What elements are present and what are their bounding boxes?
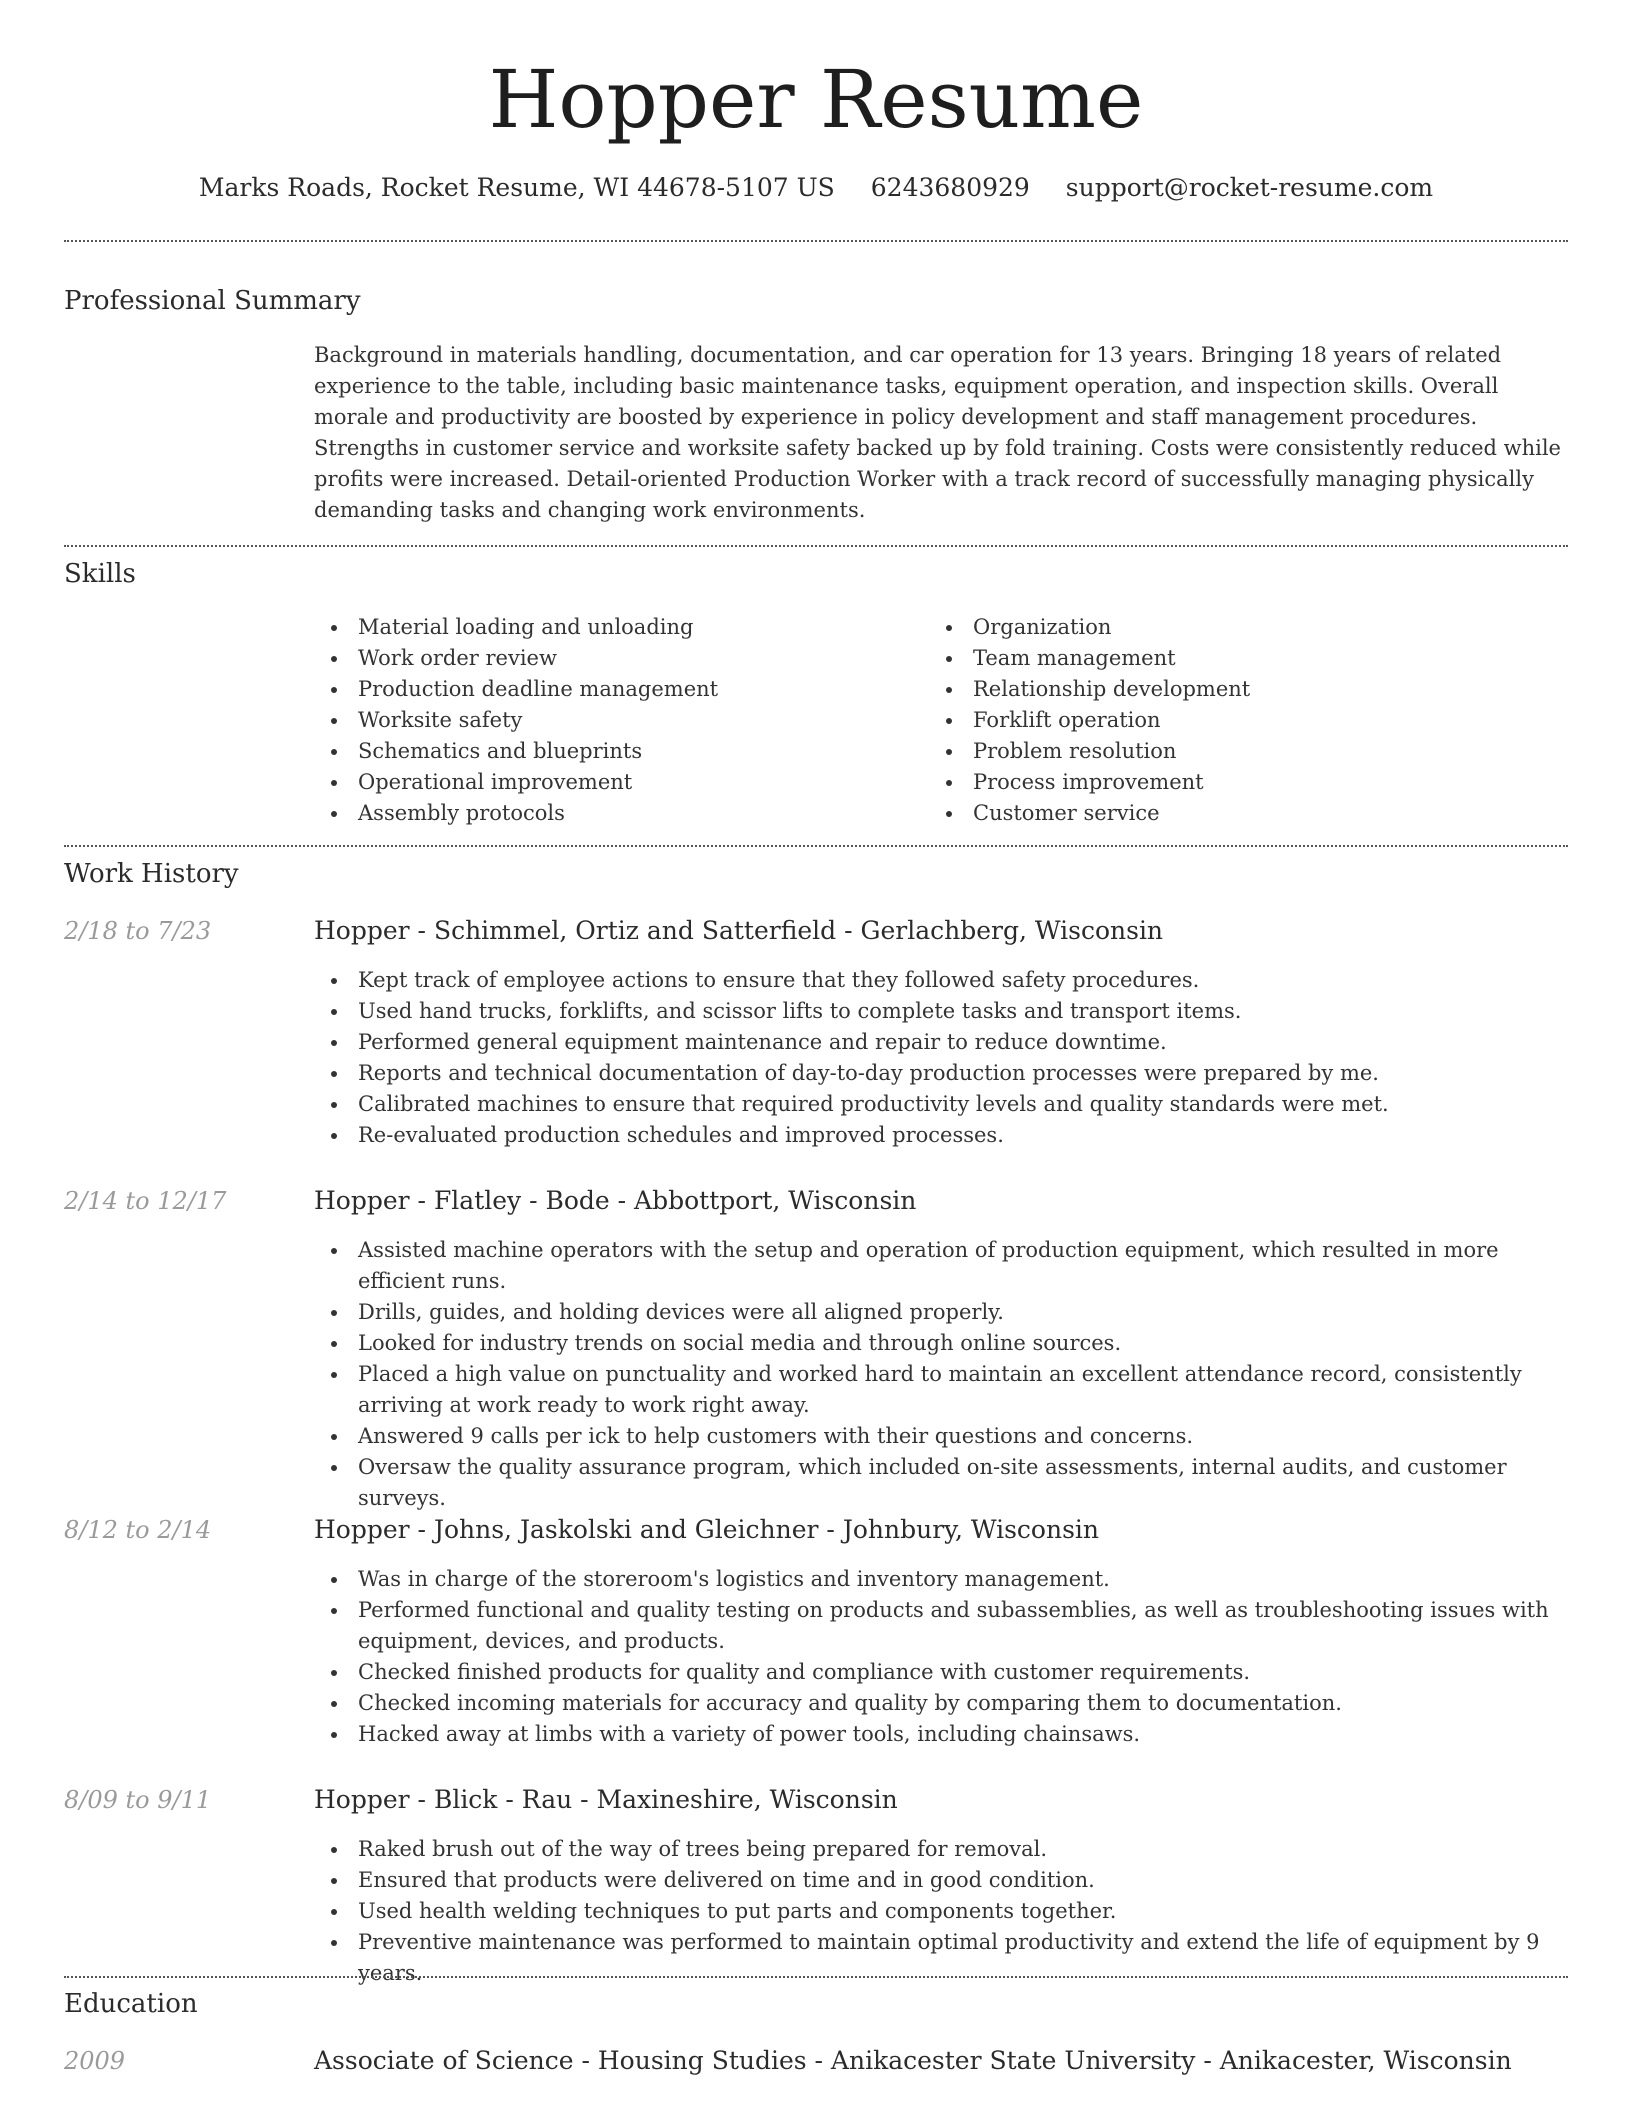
- divider: [64, 845, 1568, 847]
- skill-item: Team management: [929, 643, 1250, 674]
- job-bullet: Assisted machine operators with the setup and operation of production equipment, which resulted in more efficient runs.: [314, 1235, 1568, 1297]
- job-bullet: Looked for industry trends on social media and through online sources.: [314, 1328, 1568, 1359]
- skills-list-left: [314, 612, 718, 829]
- skill-item: Worksite safety: [314, 705, 718, 736]
- job-bullet: Performed general equipment maintenance and repair to reduce downtime.: [314, 1027, 1568, 1058]
- skill-item: Customer service: [929, 798, 1250, 829]
- education-degree: Associate of Science - Housing Studies - Anikacester State University - Anikacester, Wisconsin: [314, 2046, 1512, 2075]
- job-title: Hopper - Flatley - Bode - Abbottport, Wisconsin: [314, 1186, 917, 1215]
- job-title: Hopper - Blick - Rau - Maxineshire, Wisconsin: [314, 1785, 898, 1814]
- job-bullet: Used health welding techniques to put parts and components together.: [314, 1896, 1568, 1927]
- education-date: 2009: [64, 2047, 126, 2075]
- divider: [64, 240, 1568, 242]
- job-bullet: Performed functional and quality testing on products and subassemblies, as well as troubleshooting issues with equipment, devices, and products.: [314, 1595, 1568, 1657]
- skill-item: Organization: [929, 612, 1250, 643]
- job-bullet: Placed a high value on punctuality and worked hard to maintain an excellent attendance record, consistently arriving at work ready to work right away.: [314, 1359, 1568, 1421]
- skill-item: Operational improvement: [314, 767, 718, 798]
- section-title-summary: Professional Summary: [64, 286, 361, 316]
- job-bullet: Re-evaluated production schedules and improved processes.: [314, 1120, 1568, 1151]
- section-title-education: Education: [64, 1989, 198, 2019]
- contact-email: support@rocket-resume.com: [1065, 173, 1434, 202]
- job-bullet: Ensured that products were delivered on time and in good condition.: [314, 1865, 1568, 1896]
- job-bullets: [314, 1834, 1568, 1989]
- skill-item: Production deadline management: [314, 674, 718, 705]
- skills-list-right: [929, 612, 1250, 829]
- job-date: 2/14 to 12/17: [64, 1187, 227, 1215]
- section-title-skills: Skills: [64, 559, 136, 589]
- job-date: 8/09 to 9/11: [64, 1786, 212, 1814]
- skill-item: Assembly protocols: [314, 798, 718, 829]
- contact-address: Marks Roads, Rocket Resume, WI 44678-5107 US: [198, 173, 835, 202]
- section-title-work: Work History: [64, 859, 239, 889]
- skill-item: Process improvement: [929, 767, 1250, 798]
- job-bullet: Kept track of employee actions to ensure that they followed safety procedures.: [314, 965, 1568, 996]
- job-bullet: Oversaw the quality assurance program, which included on-site assessments, internal audits, and customer surveys.: [314, 1452, 1568, 1514]
- contact-phone: 6243680929: [870, 173, 1030, 202]
- job-bullet: Reports and technical documentation of day-to-day production processes were prepared by me.: [314, 1058, 1568, 1089]
- job-title: Hopper - Schimmel, Ortiz and Satterfield - Gerlachberg, Wisconsin: [314, 916, 1164, 945]
- job-bullet: Drills, guides, and holding devices were all aligned properly.: [314, 1297, 1568, 1328]
- job-bullet: Calibrated machines to ensure that required productivity levels and quality standards were met.: [314, 1089, 1568, 1120]
- contact-line: [0, 170, 1632, 206]
- job-bullets: [314, 965, 1568, 1151]
- job-bullet: Was in charge of the storeroom's logistics and inventory management.: [314, 1564, 1568, 1595]
- divider: [64, 545, 1568, 547]
- skill-item: Material loading and unloading: [314, 612, 718, 643]
- job-bullet: Preventive maintenance was performed to maintain optimal productivity and extend the life of equipment by 9 years.: [314, 1927, 1568, 1989]
- summary-text: Background in materials handling, documentation, and car operation for 13 years. Bringing 18 years of related experience to the table, including basic maintenance tasks, equipment operation, and inspection skills. Overall morale and productivity are boosted by experience in policy development and staff management procedures. Strengths in customer service and worksite safety backed up by fold training. Costs were consistently reduced while profits were increased. Detail-oriented Production Worker with a track record of successfully managing physically demanding tasks and changing work environments.: [314, 343, 1561, 522]
- job-bullet: Checked finished products for quality and compliance with customer requirements.: [314, 1657, 1568, 1688]
- skill-item: Problem resolution: [929, 736, 1250, 767]
- skill-item: Forklift operation: [929, 705, 1250, 736]
- job-bullet: Used hand trucks, forklifts, and scissor lifts to complete tasks and transport items.: [314, 996, 1568, 1027]
- divider: [64, 1976, 1568, 1978]
- job-bullet: Raked brush out of the way of trees being prepared for removal.: [314, 1834, 1568, 1865]
- job-bullets: [314, 1564, 1568, 1750]
- skill-item: Work order review: [314, 643, 718, 674]
- skill-item: Relationship development: [929, 674, 1250, 705]
- job-bullet: Hacked away at limbs with a variety of power tools, including chainsaws.: [314, 1719, 1568, 1750]
- job-date: 8/12 to 2/14: [64, 1516, 212, 1544]
- job-title: Hopper - Johns, Jaskolski and Gleichner - Johnbury, Wisconsin: [314, 1515, 1100, 1544]
- job-bullet: Answered 9 calls per ick to help customers with their questions and concerns.: [314, 1421, 1568, 1452]
- resume-name: Hopper Resume: [488, 53, 1144, 146]
- job-bullets: [314, 1235, 1568, 1514]
- job-bullet: Checked incoming materials for accuracy and quality by comparing them to documentation.: [314, 1688, 1568, 1719]
- job-date: 2/18 to 7/23: [64, 917, 212, 945]
- skill-item: Schematics and blueprints: [314, 736, 718, 767]
